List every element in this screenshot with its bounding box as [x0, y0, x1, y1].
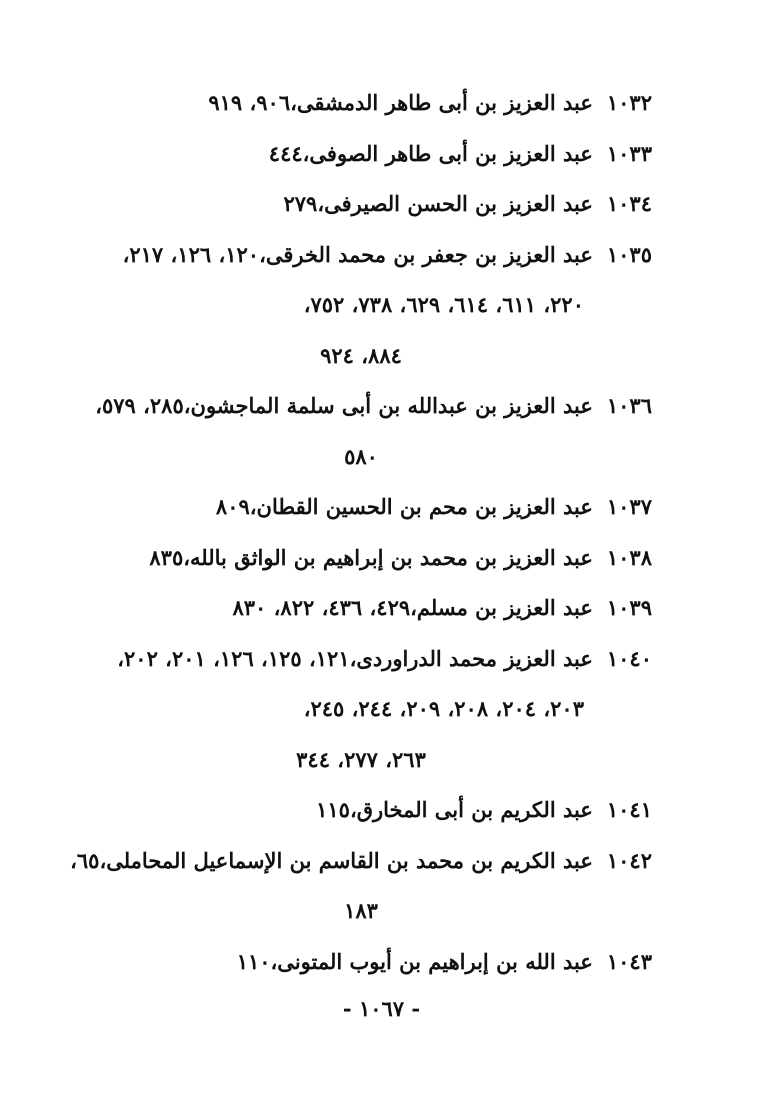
index-entries [70, 78, 652, 987]
entry-number: ١٠٣٥ [606, 241, 652, 267]
entry-continuation: ٥٨٠ [344, 443, 378, 469]
index-entry [70, 937, 652, 988]
entry-number: ١٠٤٢ [606, 847, 652, 873]
entry-continuation: ١٨٣ [344, 898, 378, 923]
index-entry [70, 381, 652, 432]
entry-number: ١٠٣٧ [606, 494, 652, 519]
entry-continuation: ٢٢٠، ٦١١، ٦١٤، ٦٢٩، ٧٣٨، ٧٥٢، [303, 292, 584, 317]
entry-text: عبد العزيز محمد الدراوردى،١٢١، ١٢٥، ١٢٦، ٢٠١، ٢٠٢، [117, 645, 593, 671]
entry-continuation: ٢٦٣، ٢٧٧، ٣٤٤ [296, 746, 426, 772]
entry-text: عبد العزيز بن عبدالله بن أبى سلمة الماجشون،٢٨٥، ٥٧٩، [95, 393, 593, 418]
entry-number: ١٠٣٩ [606, 595, 652, 620]
index-entry [70, 78, 652, 129]
entry-number: ١٠٣٦ [606, 393, 652, 418]
entry-text: عبد العزيز بن جعفر بن محمد الخرقى،١٢٠، ١٢٦، ٢١٧، [122, 241, 593, 267]
entry-number: ١٠٤٣ [606, 948, 652, 974]
entry-text: عبد الكريم بن محمد بن القاسم بن الإسماعيل المحاملى،٦٥، [70, 847, 593, 873]
entry-text: عبد الكريم بن أبى المخارق،١١٥ [316, 797, 593, 822]
entry-number: ١٠٣٤ [606, 191, 652, 216]
entry-number: ١٠٣٢ [606, 90, 652, 115]
index-entry [70, 583, 652, 634]
index-entry [70, 179, 652, 230]
entry-continuation: ٨٨٤، ٩٢٤ [320, 342, 402, 368]
entry-number: ١٠٣٨ [606, 544, 652, 570]
entry-text: عبد العزيز بن مسلم،٤٢٩، ٤٣٦، ٨٢٢، ٨٣٠ [232, 595, 593, 620]
entry-text: عبد العزيز بن الحسن الصيرفى،٢٧٩ [283, 191, 593, 216]
index-entry [70, 482, 652, 533]
index-entry [70, 129, 652, 180]
index-entry [70, 533, 652, 584]
entry-text: عبد العزيز بن محم بن الحسين القطان،٨٠٩ [215, 494, 593, 519]
entry-text: عبد الله بن إبراهيم بن أيوب المتونى،١١٠ [236, 948, 593, 974]
index-entry [70, 230, 652, 281]
entry-text: عبد العزيز بن أبى طاهر الدمشقى،٩٠٦، ٩١٩ [208, 90, 593, 115]
page-number: - ١٠٦٧ - [342, 996, 421, 1021]
index-entry [70, 836, 652, 887]
entry-number: ١٠٣٣ [606, 140, 652, 166]
entry-text: عبد العزيز بن محمد بن إبراهيم بن الواثق بالله،٨٣٥ [149, 544, 593, 570]
entry-number: ١٠٤١ [606, 797, 652, 822]
entry-number: ١٠٤٠ [606, 645, 652, 671]
index-entry [70, 785, 652, 836]
entry-text: عبد العزيز بن أبى طاهر الصوفى،٤٤٤ [268, 140, 593, 166]
entry-continuation: ٢٠٣، ٢٠٤، ٢٠٨، ٢٠٩، ٢٤٤، ٢٤٥، [303, 696, 584, 721]
index-entry [70, 634, 652, 685]
